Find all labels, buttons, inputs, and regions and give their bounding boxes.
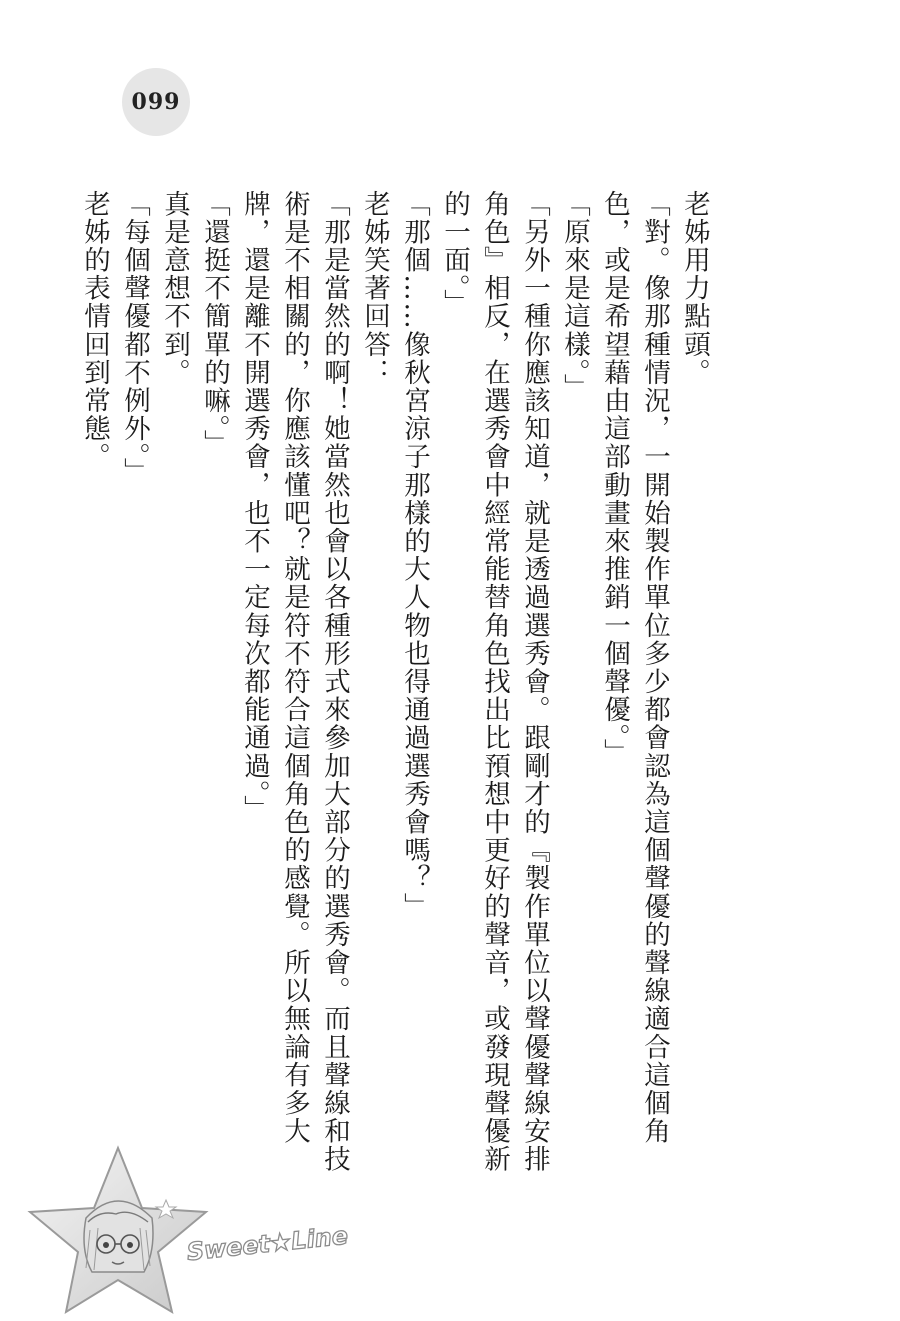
paragraph: 「另外一種你應該知道，就是透過選秀會。跟剛才的『製作單位以聲優聲線安排角色』相反，在選秀會中經常能替角色找出比預想中更好的聲音，或發現聲優新的一面。」 [439,190,550,1174]
star-character-illustration-icon [16,1140,366,1315]
paragraph: 老姊笑著回答： [359,190,390,387]
body-text [74,190,714,1190]
paragraph: 老姊用力點頭。 [679,190,710,387]
paragraph: 真是意想不到。 [159,190,190,387]
corner-decoration [16,1140,366,1315]
page-number-badge [122,68,190,136]
paragraph: 「每個聲優都不例外。」 [119,190,150,486]
paragraph: 「那是當然的啊！她當然也會以各種形式來參加大部分的選秀會。而且聲線和技術是不相關的，你應該懂吧？就是符不符合這個角色的感覺。所以無論有多大牌，還是離不開選秀會，也不一定每次都能通過。」 [239,190,350,1174]
paragraph: 「那個……像秋宮涼子那樣的大人物也得通過選秀會嗎？」 [399,190,430,921]
page-number: 099 [131,89,181,115]
logo-text: Sweet★Line [185,1221,350,1267]
paragraph: 老姊的表情回到常態。 [79,190,110,471]
paragraph: 「還挺不簡單的嘛。」 [199,190,230,458]
paragraph: 「對。像那種情況，一開始製作單位多少都會認為這個聲優的聲線適合這個角色，或是希望藉由這部動畫來推銷一個聲優。」 [599,190,670,1146]
paragraph: 「原來是這樣。」 [559,190,590,402]
